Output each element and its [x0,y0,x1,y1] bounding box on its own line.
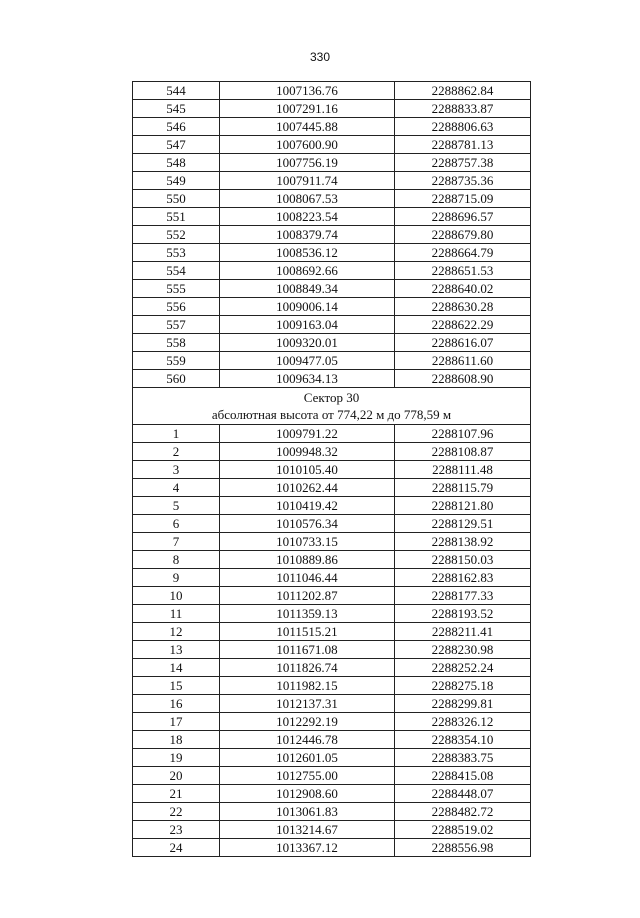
y-coordinate-cell: 2288608.90 [395,370,531,388]
x-coordinate-cell: 1013214.67 [220,821,395,839]
sector-header-body [133,388,531,425]
x-coordinate-cell: 1013061.83 [220,803,395,821]
y-coordinate-cell: 2288806.63 [395,118,531,136]
y-coordinate-cell: 2288611.60 [395,352,531,370]
y-coordinate-cell: 2288150.03 [395,551,531,569]
x-coordinate-cell: 1011202.87 [220,587,395,605]
y-coordinate-cell: 2288519.02 [395,821,531,839]
point-number-cell: 544 [133,82,220,100]
point-number-cell: 551 [133,208,220,226]
y-coordinate-cell: 2288275.18 [395,677,531,695]
table-row [133,100,531,118]
point-number-cell: 5 [133,497,220,515]
y-coordinate-cell: 2288354.10 [395,731,531,749]
table-row [133,623,531,641]
point-number-cell: 18 [133,731,220,749]
point-number-cell: 558 [133,334,220,352]
x-coordinate-cell: 1009948.32 [220,443,395,461]
y-coordinate-cell: 2288107.96 [395,425,531,443]
point-number-cell: 7 [133,533,220,551]
y-coordinate-cell: 2288326.12 [395,713,531,731]
x-coordinate-cell: 1008223.54 [220,208,395,226]
point-number-cell: 13 [133,641,220,659]
x-coordinate-cell: 1011359.13 [220,605,395,623]
point-number-cell: 560 [133,370,220,388]
x-coordinate-cell: 1007756.19 [220,154,395,172]
table-row [133,641,531,659]
sector-subtitle: абсолютная высота от 774,22 м до 778,59 м [211,407,452,422]
table-row [133,244,531,262]
x-coordinate-cell: 1012292.19 [220,713,395,731]
x-coordinate-cell: 1011515.21 [220,623,395,641]
y-coordinate-cell: 2288862.84 [395,82,531,100]
table-row [133,262,531,280]
point-number-cell: 550 [133,190,220,208]
x-coordinate-cell: 1010105.40 [220,461,395,479]
y-coordinate-cell: 2288415.08 [395,767,531,785]
point-number-cell: 22 [133,803,220,821]
y-coordinate-cell: 2288616.07 [395,334,531,352]
table-row [133,803,531,821]
y-coordinate-cell: 2288162.83 [395,569,531,587]
table-row [133,154,531,172]
table-row [133,190,531,208]
table-row [133,587,531,605]
point-number-cell: 16 [133,695,220,713]
point-number-cell: 547 [133,136,220,154]
table-row [133,425,531,443]
x-coordinate-cell: 1009477.05 [220,352,395,370]
point-number-cell: 21 [133,785,220,803]
table-row [133,605,531,623]
point-number-cell: 19 [133,749,220,767]
point-number-cell: 548 [133,154,220,172]
sector-header-row [133,388,531,425]
table-row [133,82,531,100]
point-number-cell: 2 [133,443,220,461]
table-row [133,479,531,497]
y-coordinate-cell: 2288735.36 [395,172,531,190]
point-number-cell: 23 [133,821,220,839]
y-coordinate-cell: 2288651.53 [395,262,531,280]
point-number-cell: 12 [133,623,220,641]
table-row [133,749,531,767]
table-row [133,172,531,190]
point-number-cell: 17 [133,713,220,731]
y-coordinate-cell: 2288630.28 [395,298,531,316]
x-coordinate-cell: 1009006.14 [220,298,395,316]
x-coordinate-cell: 1010889.86 [220,551,395,569]
x-coordinate-cell: 1011826.74 [220,659,395,677]
table-row [133,569,531,587]
y-coordinate-cell: 2288252.24 [395,659,531,677]
table-row [133,515,531,533]
table-row [133,118,531,136]
table-row [133,497,531,515]
point-number-cell: 546 [133,118,220,136]
table-row [133,461,531,479]
x-coordinate-cell: 1009320.01 [220,334,395,352]
table-body-before [133,82,531,388]
x-coordinate-cell: 1008692.66 [220,262,395,280]
x-coordinate-cell: 1012137.31 [220,695,395,713]
y-coordinate-cell: 2288177.33 [395,587,531,605]
x-coordinate-cell: 1012755.00 [220,767,395,785]
y-coordinate-cell: 2288448.07 [395,785,531,803]
x-coordinate-cell: 1009163.04 [220,316,395,334]
y-coordinate-cell: 2288111.48 [395,461,531,479]
x-coordinate-cell: 1012601.05 [220,749,395,767]
x-coordinate-cell: 1012908.60 [220,785,395,803]
point-number-cell: 20 [133,767,220,785]
y-coordinate-cell: 2288781.13 [395,136,531,154]
table-row [133,334,531,352]
table-row [133,352,531,370]
table-body-after [133,425,531,857]
point-number-cell: 559 [133,352,220,370]
point-number-cell: 549 [133,172,220,190]
point-number-cell: 554 [133,262,220,280]
table-row [133,713,531,731]
y-coordinate-cell: 2288664.79 [395,244,531,262]
table-row [133,785,531,803]
table-row [133,298,531,316]
table-row [133,677,531,695]
x-coordinate-cell: 1007600.90 [220,136,395,154]
y-coordinate-cell: 2288622.29 [395,316,531,334]
table-row [133,443,531,461]
point-number-cell: 9 [133,569,220,587]
point-number-cell: 1 [133,425,220,443]
x-coordinate-cell: 1009791.22 [220,425,395,443]
x-coordinate-cell: 1007445.88 [220,118,395,136]
x-coordinate-cell: 1007291.16 [220,100,395,118]
x-coordinate-cell: 1010262.44 [220,479,395,497]
y-coordinate-cell: 2288193.52 [395,605,531,623]
x-coordinate-cell: 1008067.53 [220,190,395,208]
y-coordinate-cell: 2288108.87 [395,443,531,461]
y-coordinate-cell: 2288556.98 [395,839,531,857]
table-row [133,370,531,388]
table-row [133,280,531,298]
y-coordinate-cell: 2288833.87 [395,100,531,118]
point-number-cell: 6 [133,515,220,533]
table-row [133,659,531,677]
table-row [133,316,531,334]
table-row [133,208,531,226]
point-number-cell: 8 [133,551,220,569]
point-number-cell: 556 [133,298,220,316]
x-coordinate-cell: 1008849.34 [220,280,395,298]
coordinates-table [132,81,531,857]
y-coordinate-cell: 2288115.79 [395,479,531,497]
point-number-cell: 557 [133,316,220,334]
table-row [133,767,531,785]
y-coordinate-cell: 2288757.38 [395,154,531,172]
x-coordinate-cell: 1013367.12 [220,839,395,857]
x-coordinate-cell: 1011046.44 [220,569,395,587]
point-number-cell: 11 [133,605,220,623]
table-row [133,226,531,244]
point-number-cell: 555 [133,280,220,298]
y-coordinate-cell: 2288230.98 [395,641,531,659]
point-number-cell: 545 [133,100,220,118]
y-coordinate-cell: 2288299.81 [395,695,531,713]
page-number: 330 [309,50,331,64]
x-coordinate-cell: 1008536.12 [220,244,395,262]
table-row [133,695,531,713]
point-number-cell: 3 [133,461,220,479]
point-number-cell: 4 [133,479,220,497]
x-coordinate-cell: 1009634.13 [220,370,395,388]
y-coordinate-cell: 2288121.80 [395,497,531,515]
x-coordinate-cell: 1007136.76 [220,82,395,100]
y-coordinate-cell: 2288640.02 [395,280,531,298]
point-number-cell: 10 [133,587,220,605]
x-coordinate-cell: 1011671.08 [220,641,395,659]
y-coordinate-cell: 2288715.09 [395,190,531,208]
sector-header-cell [133,388,531,425]
point-number-cell: 14 [133,659,220,677]
y-coordinate-cell: 2288211.41 [395,623,531,641]
x-coordinate-cell: 1010419.42 [220,497,395,515]
y-coordinate-cell: 2288383.75 [395,749,531,767]
y-coordinate-cell: 2288129.51 [395,515,531,533]
table-row [133,533,531,551]
x-coordinate-cell: 1007911.74 [220,172,395,190]
y-coordinate-cell: 2288679.80 [395,226,531,244]
x-coordinate-cell: 1012446.78 [220,731,395,749]
point-number-cell: 15 [133,677,220,695]
table-row [133,136,531,154]
table-row [133,551,531,569]
table-row [133,839,531,857]
x-coordinate-cell: 1011982.15 [220,677,395,695]
x-coordinate-cell: 1010733.15 [220,533,395,551]
table-row [133,731,531,749]
x-coordinate-cell: 1010576.34 [220,515,395,533]
y-coordinate-cell: 2288696.57 [395,208,531,226]
y-coordinate-cell: 2288482.72 [395,803,531,821]
point-number-cell: 24 [133,839,220,857]
table-row [133,821,531,839]
point-number-cell: 553 [133,244,220,262]
y-coordinate-cell: 2288138.92 [395,533,531,551]
point-number-cell: 552 [133,226,220,244]
x-coordinate-cell: 1008379.74 [220,226,395,244]
sector-title: Сектор 30 [303,390,360,405]
